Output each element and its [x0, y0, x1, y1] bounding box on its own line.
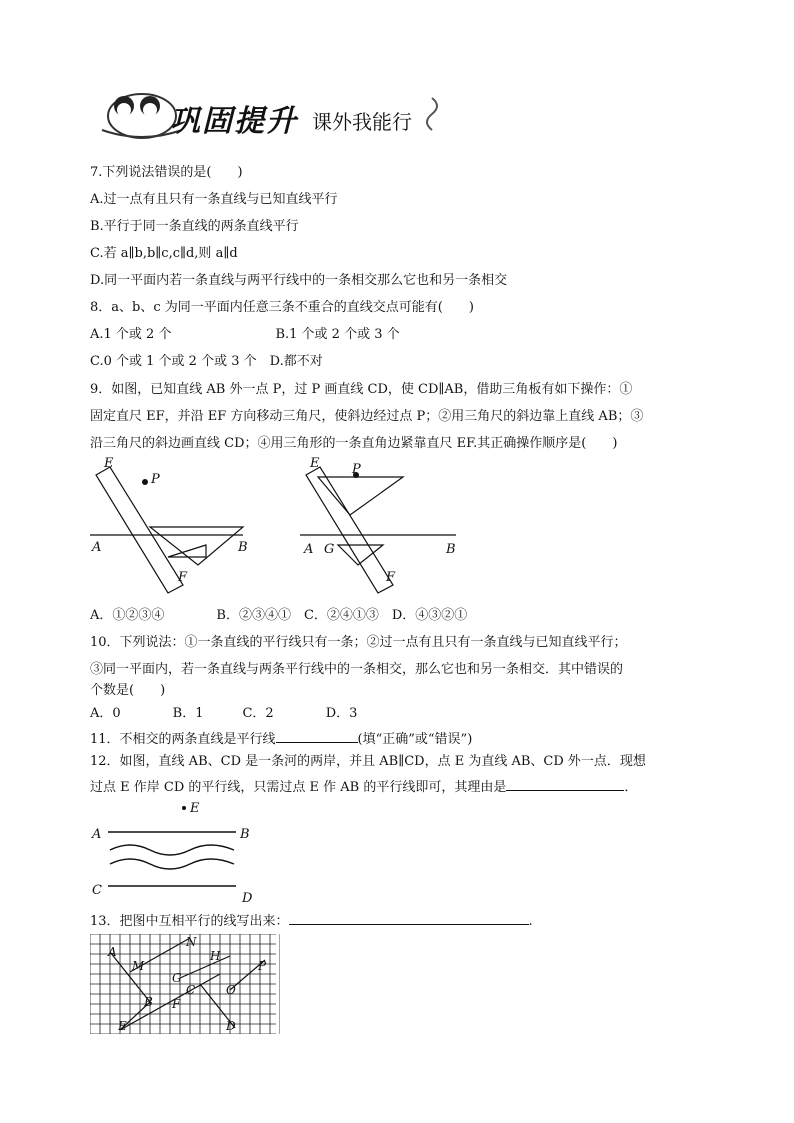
q9-stem-3: 沿三角尺的斜边画直线 CD；④用三角形的一条直角边紧靠直尺 EF.其正确操作顺序是( ) — [90, 436, 618, 451]
fig13-label-n: N — [186, 935, 197, 949]
q11-text: 11．不相交的两条直线是平行线 — [90, 732, 276, 747]
fig13-label-f: F — [172, 997, 181, 1011]
q7-option-c: C.若 a∥b,b∥c,c∥d,则 a∥d — [90, 246, 238, 261]
q9-options: A．①②③④ B．②③④① C．②④①③ D．④③②① — [90, 608, 468, 623]
q12-blank[interactable] — [506, 778, 624, 791]
q7-option-d: D.同一平面内若一条直线与两平行线中的一条相交那么它也和另一条相交 — [90, 273, 508, 288]
q7-option-b: B.平行于同一条直线的两条直线平行 — [90, 219, 299, 234]
fig12-label-c: C — [92, 883, 102, 898]
q12-stem-1: 12．如图，直线 AB、CD 是一条河的两岸，并且 AB∥CD，点 E 为直线 AB、CD 外一点．现想 — [90, 754, 646, 769]
q13-end: . — [528, 914, 533, 929]
fig9-left-label-b: B — [238, 540, 248, 555]
q13-grid-figure — [90, 934, 280, 1034]
fig9-right-label-a: A — [304, 542, 314, 557]
fig12-label-a: A — [92, 827, 102, 842]
fig9-left-label-p: P — [151, 472, 160, 487]
fig13-label-b: B — [144, 995, 153, 1009]
fig9-right-label-p: P — [352, 462, 361, 477]
fig12-label-b: B — [240, 827, 250, 842]
q11-blank[interactable] — [276, 730, 358, 743]
q12-figure — [88, 798, 268, 906]
q10-options: A．0 B．1 C．2 D．3 — [90, 706, 358, 721]
fig13-label-c: C — [186, 983, 196, 997]
q11-hint: (填“正确”或“错误”) — [357, 732, 473, 747]
q12-text: 过点 E 作岸 CD 的平行线，只需过点 E 作 AB 的平行线即可，其理由是 — [90, 780, 507, 795]
fig9-left-label-a: A — [92, 540, 102, 555]
q7-stem: 7.下列说法错误的是( ) — [90, 165, 243, 180]
q13 — [90, 912, 533, 931]
fig9-right-label-b: B — [446, 542, 456, 557]
fig12-label-d: D — [242, 891, 253, 906]
q10-stem-3: 个数是( ) — [90, 683, 166, 698]
q8-options-ab: A.1 个或 2 个 B.1 个或 2 个或 3 个 — [90, 327, 400, 342]
q7-option-a: A.过一点有且只有一条直线与已知直线平行 — [90, 192, 338, 207]
banner-title: 巩固提升 — [170, 104, 298, 139]
q12-stem-2 — [90, 778, 637, 797]
fig9-left-label-f: F — [178, 570, 188, 585]
fig13-label-p: P — [258, 959, 267, 973]
fig13-label-g: G — [172, 971, 182, 985]
fig13-label-a: A — [108, 945, 117, 959]
q13-text: 13．把图中互相平行的线写出来： — [90, 914, 289, 929]
q9-figure — [88, 455, 468, 605]
q10-stem-1: 10．下列说法：①一条直线的平行线只有一条；②过一点有且只有一条直线与已知直线平行； — [90, 635, 627, 650]
q9-stem-1: 9．如图，已知直线 AB 外一点 P，过 P 画直线 CD，使 CD∥AB，借助三角板有如下操作：① — [90, 382, 633, 397]
q13-blank[interactable] — [289, 912, 529, 925]
q12-end: ． — [624, 780, 638, 795]
fig13-label-d: D — [226, 1019, 236, 1033]
fig9-left-label-e: E — [104, 456, 114, 471]
fig9-right-label-f: F — [386, 570, 396, 585]
fig13-label-e: E — [118, 1019, 127, 1033]
banner-subtitle: 课外我能行 — [312, 110, 412, 134]
fig9-right-label-e: E — [310, 456, 320, 471]
q10-stem-2: ③同一平面内，若一条直线与两条平行线中的一条相交，那么它也和另一条相交．其中错误的 — [90, 662, 624, 677]
q11 — [90, 730, 472, 749]
q9-stem-2: 固定直尺 EF，并沿 EF 方向移动三角尺，使斜边经过点 P；②用三角尺的斜边靠上直线 AB；③ — [90, 409, 644, 424]
fig12-label-e: E — [190, 801, 200, 816]
q8-options-cd: C.0 个或 1 个或 2 个或 3 个 D.都不对 — [90, 354, 323, 369]
q8-stem: 8．a、b、c 为同一平面内任意三条不重合的直线交点可能有( ) — [90, 300, 474, 315]
fig9-right-label-g: G — [324, 542, 335, 557]
fig13-label-o: O — [226, 983, 236, 997]
fig13-label-m: M — [132, 959, 145, 973]
fig13-label-h: H — [210, 949, 221, 963]
